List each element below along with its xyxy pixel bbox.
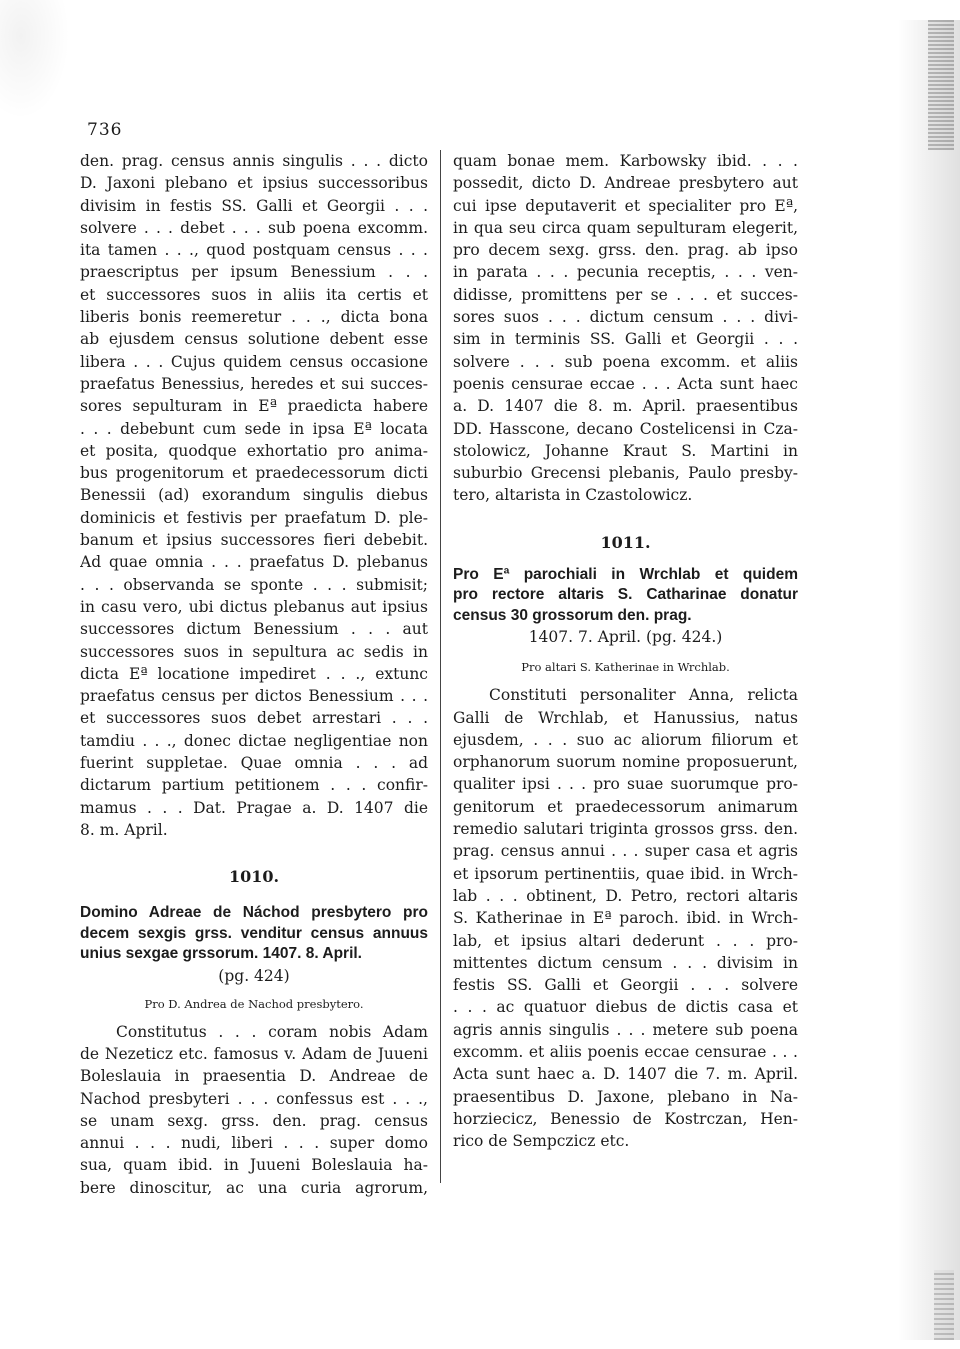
text-line: ejusdem, . . . suo ac aliorum filiorum et <box>453 730 798 749</box>
text-line: sua, quam ibid. in Juueni Boleslauia ha- <box>80 1156 428 1175</box>
page-number: 736 <box>87 120 123 140</box>
text-line: libera . . . Cujus quidem census occasione <box>80 352 428 371</box>
text-line: decem sexgis grss. venditur census annuus <box>80 924 428 942</box>
text-line: successores dictum Benessium . . . aut <box>80 620 428 639</box>
entry-date: 1407. 7. April. (pg. 424.) <box>528 628 723 647</box>
text-line: ita tamen . . ., quod postquam census . . . <box>80 241 428 260</box>
text-line: Boleslauia in praesentia D. Andreae de <box>80 1067 428 1086</box>
left-column <box>80 150 428 1199</box>
text-line: S. Katherinae in Eª paroch. ibid. in Wrch- <box>453 909 798 928</box>
text-line: et ipsorum pertinentiis, quae ibid. in Wrch- <box>453 864 798 883</box>
left-continuation-text <box>80 150 428 841</box>
text-line: bere dinoscitur, ac una curia agrorum, <box>80 1178 428 1197</box>
text-line: divisim in festis SS. Galli et Georgii . . . <box>80 196 428 215</box>
text-line: 8. m. April. <box>80 820 168 839</box>
text-line: et successores suos in aliis ita certis et <box>80 285 428 304</box>
text-line: genitorum et praedecessorum animarum <box>453 797 798 816</box>
right-continuation-text <box>453 150 798 507</box>
text-line: Benessii (ad) exorandum singulis diebus <box>80 486 428 505</box>
scan-binding-edge <box>898 20 960 1340</box>
text-line: Constitutus . . . coram nobis Adam <box>116 1022 428 1041</box>
text-line: et successores suos debet arrestari . . . <box>80 709 428 728</box>
text-line: census 30 grossorum den. prag. <box>453 606 692 624</box>
text-line: . . . ac quatuor diebus de dictis casa et <box>453 998 798 1017</box>
text-line: suburbio Grecensi plebanis, Paulo presby- <box>453 464 798 483</box>
text-line: cui ipse deputaverit et specialiter pro Eª, <box>453 196 798 215</box>
text-line: praefatus Benessius, heredes et sui succes- <box>80 374 428 393</box>
text-line: Constituti personaliter Anna, relicta <box>489 686 798 705</box>
text-line: bus progenitorum et praedecessorum dicti <box>80 464 428 483</box>
text-line: praescriptus per ipsum Benessium . . . <box>80 263 428 282</box>
text-line: banum et ipsius successores fieri debebit. <box>80 531 428 550</box>
text-line: de Nezeticz etc. famosus v. Adam de Juueni <box>80 1045 428 1063</box>
text-line: liberis bonis reemeretur . . ., dicta bona <box>80 308 428 327</box>
text-line: a. D. 1407 die 8. m. April. praesentibus <box>453 397 798 416</box>
text-line: sores suos . . . dictum censum . . . divi- <box>453 308 798 327</box>
text-line: agris annis singulis . . . metere sub poena <box>453 1020 798 1039</box>
text-line: excomm. et aliis poenis eccae censurae . . . <box>453 1043 798 1061</box>
text-line: Ad quae omnia . . . praefatus D. plebanus <box>80 553 428 572</box>
text-line: lab . . . obtinent, D. Petro, rectori altaris <box>453 886 798 905</box>
text-line: horziecicz, Benessio de Kostrczan, Hen- <box>453 1109 798 1128</box>
text-line: . . . debebunt cum sede in ipsa Eª locata <box>80 419 428 438</box>
text-line: praesentibus D. Jaxone, plebano in Na- <box>453 1087 798 1106</box>
text-line: . . . observanda se sponte . . . submisit; <box>80 575 428 594</box>
entry-body <box>453 684 798 1152</box>
text-line: den. prag. census annis singulis . . . dicto <box>80 152 428 170</box>
text-line: dicta Eª locatione impediret . . ., extunc <box>80 664 428 683</box>
text-line: tamdiu . . ., donec dictae negligentiae non <box>80 731 428 750</box>
text-line: dictarum partium petitionem . . . confir- <box>80 776 428 795</box>
text-line: qualiter ipsi . . . pro suae suorumque pro- <box>453 775 798 794</box>
text-line: orphanorum suorum nomine proposuerunt, <box>453 753 798 772</box>
column-divider <box>440 150 441 1183</box>
text-line: successores suos in sepultura ac sedis in <box>80 642 428 661</box>
text-line: pro decem sexg. grss. den. prag. ab ipso <box>453 241 798 260</box>
entry-number: 1010. <box>228 867 280 887</box>
text-line: solvere . . . sub poena excomm. et aliis <box>453 352 798 371</box>
text-line: prag. census annui . . . super casa et agris <box>453 842 798 861</box>
entry-1011 <box>453 531 798 1153</box>
text-line: Domino Adreae de Náchod presbytero pro <box>80 904 428 922</box>
scan-shadow-left <box>0 0 70 120</box>
text-line: Galli de Wrchlab, et Hanussius, natus <box>453 708 798 727</box>
entry-rubric: Pro altari S. Katherinae in Wrchlab. <box>521 660 730 675</box>
entry-rubric: Pro D. Andrea de Nachod presbytero. <box>144 996 364 1011</box>
text-line: sores sepulturam in Eª praedicta habere <box>80 397 428 416</box>
text-line: Acta sunt haec a. D. 1407 die 7. m. April. <box>453 1065 798 1084</box>
text-line: annui . . . nudi, liberi . . . super domo <box>80 1134 428 1153</box>
text-line: sim in terminis SS. Galli et Georgii . . . <box>453 330 798 349</box>
text-line: fuerint suppletae. Quae omnia . . . ad <box>80 754 428 773</box>
text-line: in parata . . . pecunia receptis, . . . ven- <box>453 263 798 282</box>
right-column <box>453 150 798 1152</box>
text-line: Pro Eª parochiali in Wrchlab et quidem <box>453 565 798 583</box>
text-line: festis SS. Galli et Georgii . . . solvere <box>453 976 798 995</box>
text-line: poenis censurae eccae . . . Acta sunt haec <box>453 374 798 393</box>
text-line: praefatus census per dictos Benessium . . . <box>80 687 428 706</box>
text-line: solvere . . . debet . . . sub poena excomm. <box>80 218 428 237</box>
text-line: tero, altarista in Czastolowicz. <box>453 486 693 505</box>
text-line: mittentes dictum censum . . . divisim in <box>453 953 798 972</box>
text-line: remedio salutari triginta grossos grss. den. <box>453 820 798 839</box>
entry-1010 <box>80 865 428 1199</box>
text-line: in qua seu circa quam sepulturam elegerit, <box>453 218 798 237</box>
text-line: in casu vero, ubi dictus plebanus aut ipsius <box>80 597 428 616</box>
text-line: dominicis et festivis per praefatum D. ple- <box>80 508 428 527</box>
text-line: didisse, promittens per se . . . et succes- <box>453 285 798 304</box>
text-line: et posita, quodque exhortatio pro anima- <box>80 441 428 460</box>
page-reference: (pg. 424) <box>218 966 290 985</box>
text-line: rico de Sempczicz etc. <box>453 1132 630 1151</box>
text-line: se unam sexg. grss. den. prag. census <box>80 1111 428 1130</box>
text-line: lab, et ipsius altari dederunt . . . pro- <box>453 931 798 950</box>
text-line: mamus . . . Dat. Pragae a. D. 1407 die <box>80 798 428 817</box>
text-line: D. Jaxoni plebano et ipsius successoribus <box>80 174 428 193</box>
text-line: pro rectore altaris S. Catharinae donatur <box>453 586 798 604</box>
text-line: unius sexgae grssorum. 1407. 8. April. <box>80 945 362 963</box>
text-line: quam bonae mem. Karbowsky ibid. . . . <box>453 152 798 170</box>
entry-heading <box>453 565 798 627</box>
text-line: DD. Hasscone, decano Costelicensi in Cza- <box>453 419 798 438</box>
entry-heading <box>80 903 428 965</box>
text-line: possedit, dicto D. Andreae presbytero aut <box>453 174 798 193</box>
text-line: stolowicz, Johanne Kraut S. Martini in <box>453 441 798 460</box>
entry-number: 1011. <box>600 532 651 552</box>
text-line: Nachod presbyteri . . . confessus est . . ., <box>80 1089 428 1108</box>
entry-body <box>80 1021 428 1199</box>
text-line: ab ejusdem census solutione debent esse <box>80 330 428 349</box>
